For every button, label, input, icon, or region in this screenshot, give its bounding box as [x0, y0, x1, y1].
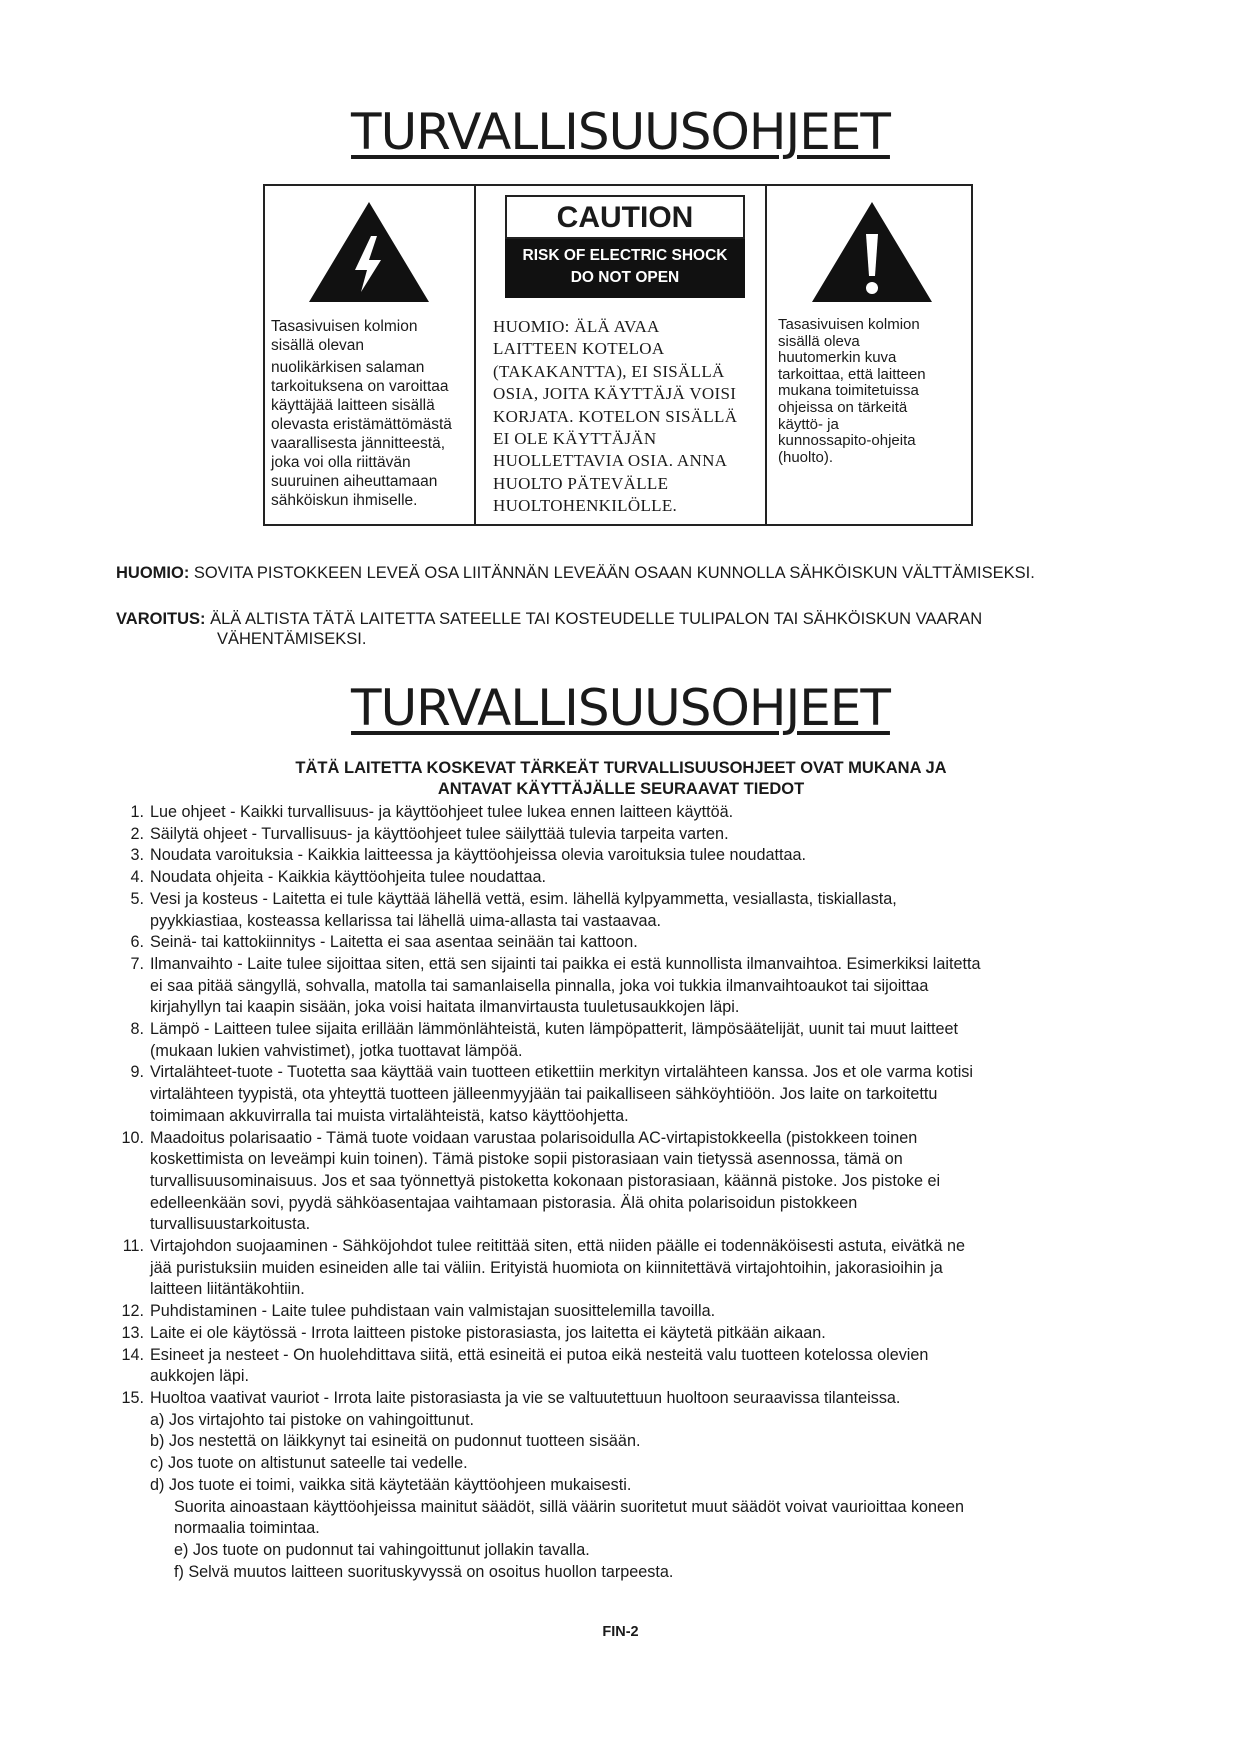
- caution-subtitle: [505, 239, 745, 298]
- lightning-explanation: [271, 317, 471, 510]
- list-item: [116, 1236, 1126, 1301]
- item-number: 8.: [130, 1020, 144, 1039]
- column-divider: [474, 186, 476, 524]
- text-line: käyttö- ja: [778, 415, 839, 433]
- item-line: toimimaan akkuvirralla tai muista virtalähteistä, katso käyttöohjetta.: [150, 1106, 629, 1125]
- item-line: Maadoitus polarisaatio - Tämä tuote voidaan varustaa polarisoidulla AC-virtapistokkeella (pistokkeen toinen: [150, 1128, 918, 1147]
- text-line: olevasta eristämättömästä: [271, 416, 452, 433]
- text-line: joka voi olla riittävän: [271, 454, 411, 471]
- item-line: Virtajohdon suojaaminen - Sähköjohdot tulee reitittää siten, että niiden päälle ei todennäköisesti astuta, eivätkä ne: [150, 1237, 966, 1256]
- text-line: (TAKAKANTTA), EI SISÄLLÄ: [493, 361, 725, 381]
- item-number: 12.: [121, 1302, 144, 1321]
- text-line: EI OLE KÄYTTÄJÄN: [493, 429, 657, 449]
- page-title-text: TURVALLISUUSOHJEET: [351, 103, 890, 161]
- text-line: KORJATA. KOTELON SISÄLLÄ: [493, 406, 738, 426]
- text-line: ohjeissa on tärkeitä: [778, 398, 908, 416]
- list-item: [116, 1388, 1126, 1410]
- text-line: tarkoituksena on varoittaa: [271, 378, 449, 395]
- varoitus-notice: [116, 609, 1176, 649]
- item-number: 4.: [130, 868, 144, 887]
- text-line: sisällä oleva: [778, 332, 860, 350]
- varoitus-label: VAROITUS:: [116, 610, 206, 628]
- item-line: laitteen liitäntäkohtiin.: [150, 1280, 305, 1299]
- page-number: FIN-2: [602, 1624, 639, 1640]
- text-line: HUOMIO: ÄLÄ AVAA: [493, 317, 660, 336]
- item-line: Noudata ohjeita - Kaikkia käyttöohjeita tulee noudattaa.: [150, 868, 546, 887]
- item-number: 11.: [122, 1237, 144, 1256]
- item-number: 2.: [130, 824, 144, 843]
- item-line: Ilmanvaihto - Laite tulee sijoittaa siten, että sen sijainti tai paikka ei estä kunnollista ilmanvaihtoa. Esimerkiksi laitetta: [150, 954, 981, 973]
- item-number: 15.: [121, 1388, 144, 1407]
- item-line: aukkojen läpi.: [150, 1367, 249, 1386]
- list-item: [116, 802, 1126, 824]
- item-line: virtalähteen tyypistä, ota yhteyttä tuotteen jälleenmyyjään tai paikalliseen sähköyhtiöön. Jos laite on tarkoitettu: [150, 1085, 938, 1104]
- subheading-line: TÄTÄ LAITETTA KOSKEVAT TÄRKEÄT TURVALLISUUSOHJEET OVAT MUKANA JA: [295, 759, 947, 777]
- text-line: (huolto).: [778, 448, 834, 466]
- list-item: [116, 845, 1126, 867]
- safety-instructions-list: [116, 802, 1126, 1583]
- item-number: 3.: [130, 846, 144, 865]
- list-item: [116, 1019, 1126, 1062]
- sub-item: b) Jos nestettä on läikkynyt tai esineitä on pudonnut tuotteen sisään.: [150, 1432, 641, 1451]
- caution-instructions: [493, 316, 763, 518]
- section-title: [0, 679, 1241, 737]
- huomio-notice: [116, 563, 1176, 583]
- caution-heading: CAUTION: [505, 195, 745, 239]
- sub-item: d) Jos tuote ei toimi, vaikka sitä käytetään käyttöohjeen mukaisesti.: [150, 1475, 632, 1494]
- caution-box: [263, 184, 973, 526]
- huomio-text: SOVITA PISTOKKEEN LEVEÄ OSA LIITÄNNÄN LEVEÄÄN OSAAN KUNNOLLA SÄHKÖISKUN VÄLTTÄMISEKSI.: [193, 564, 1035, 582]
- item-line: kirjahyllyn tai kaapin sisään, joka voisi haitata ilmanvirtausta tuuletusaukkojen läpi.: [150, 998, 740, 1017]
- sub-item-note: normaalia toimintaa.: [174, 1519, 320, 1538]
- list-item: [116, 1301, 1126, 1323]
- item-line: Esineet ja nesteet - On huolehdittava siitä, että esineitä ei putoa eikä nesteitä valu tuotteen kotelossa olevien: [150, 1345, 929, 1364]
- text-line: suuruinen aiheuttamaan: [271, 473, 438, 490]
- sub-item: a) Jos virtajohto tai pistoke on vahingoittunut.: [150, 1410, 474, 1429]
- sub-item-note: Suorita ainoastaan käyttöohjeissa mainitut säädöt, sillä väärin suoritetut muut säädöt voivat vaurioittaa koneen: [174, 1497, 965, 1516]
- item-line: Lämpö - Laitteen tulee sijaita erillään lämmönlähteistä, kuten lämpöpatterit, lämpösäätelijät, uunit tai muut laitteet: [150, 1020, 959, 1039]
- item-number: 5.: [130, 889, 144, 908]
- text-line: mukana toimitetuissa: [778, 382, 919, 400]
- item-line: Seinä- tai kattokiinnitys - Laitetta ei saa asentaa seinään tai kattoon.: [150, 933, 638, 952]
- sub-item: f) Selvä muutos laitteen suorituskyvyssä on osoitus huollon tarpeesta.: [174, 1562, 674, 1581]
- item-number: 9.: [130, 1063, 144, 1082]
- exclamation-explanation: [778, 317, 968, 466]
- item-line: pyykkiastiaa, kosteassa kellarissa tai lähellä uima-allasta tai vastaavaa.: [150, 911, 662, 930]
- list-item: [116, 867, 1126, 889]
- list-item: [116, 1345, 1126, 1388]
- item-line: Virtalähteet-tuote - Tuotetta saa käyttää vain tuotteen etikettiin merkityn virtalähteen kanssa. Jos et ole varma kotisi: [150, 1063, 973, 1082]
- list-item: [116, 954, 1126, 1019]
- electric-shock-warning-icon: [307, 200, 431, 304]
- item-line: turvallisuustarkoitusta.: [150, 1215, 311, 1234]
- text-line: Tasasivuisen kolmion: [778, 316, 920, 333]
- item-line: turvallisuusominaisuus. Jos et saa työnnettyä pistoketta kokonaan pistorasiaan, käännä pistoke. Jos pistoke ei: [150, 1171, 941, 1190]
- list-item: [116, 932, 1126, 954]
- item-line: (mukaan lukien vahvistimet), jotka tuottavat lämpöä.: [150, 1041, 523, 1060]
- text-line: HUOLTO PÄTEVÄLLE: [493, 473, 669, 493]
- list-item: [116, 889, 1126, 932]
- section-subheading: [116, 758, 1126, 800]
- item-line: Lue ohjeet - Kaikki turvallisuus- ja käyttöohjeet tulee lukea ennen laitteen käyttöä.: [150, 803, 734, 821]
- section-title-text: TURVALLISUUSOHJEET: [351, 679, 890, 737]
- item-line: Vesi ja kosteus - Laitetta ei tule käyttää lähellä vettä, esim. lähellä kylpyammetta, vesiallasta, tiskiallasta,: [150, 889, 897, 908]
- item-line: jää puristuksiin muiden esineiden alle tai väliin. Erityistä huomiota on kiinnitettävä virtajohtoihin, jakorasioihin ja: [150, 1258, 943, 1277]
- text-line: tarkoittaa, että laitteen: [778, 365, 926, 383]
- text-line: sisällä olevan: [271, 337, 365, 354]
- varoitus-text-cont: VÄHENTÄMISEKSI.: [217, 630, 367, 648]
- caution-label: [505, 195, 745, 298]
- item-line: ei saa pitää sängyllä, sohvalla, matolla tai samanlaisella pinnalla, joka voi tukkia ilmanvaihtoaukot tai sijoittaa: [150, 976, 929, 995]
- item-line: Laite ei ole käytössä - Irrota laitteen pistoke pistorasiasta, jos laitetta ei käytetä pitkään aikaan.: [150, 1323, 826, 1342]
- text-line: vaarallisesta jännitteestä,: [271, 435, 446, 452]
- item-number: 1.: [130, 803, 144, 821]
- item-line: Puhdistaminen - Laite tulee puhdistaan vain valmistajan suosittelemilla tavoilla.: [150, 1302, 716, 1321]
- item-line: edelleenkään sovi, pyydä sähköasentajaa vaihtamaan pistorasia. Älä ohita polarisoidun pistokkeen: [150, 1193, 858, 1212]
- list-item: [116, 824, 1126, 846]
- exclamation-warning-icon: [810, 200, 934, 304]
- text-line: LAITTEEN KOTELOA: [493, 339, 665, 359]
- text-line: Tasasivuisen kolmion: [271, 318, 418, 335]
- item-number: 6.: [130, 933, 144, 952]
- text-line: HUOLTOHENKILÖLLE.: [493, 496, 678, 516]
- subheading-line: ANTAVAT KÄYTTÄJÄLLE SEURAAVAT TIEDOT: [437, 780, 805, 798]
- item-number: 14.: [121, 1345, 144, 1364]
- item-line: Huoltoa vaativat vauriot - Irrota laite pistorasiasta ja vie se valtuutettuun huoltoon seuraavissa tilanteissa.: [150, 1388, 901, 1407]
- item-line: Noudata varoituksia - Kaikkia laitteessa ja käyttöohjeissa olevia varoituksia tulee noudattaa.: [150, 846, 806, 865]
- sub-item: e) Jos tuote on pudonnut tai vahingoittunut jollakin tavalla.: [174, 1540, 590, 1559]
- text-line: kunnossapito-ohjeita: [778, 432, 916, 450]
- item-number: 10.: [121, 1128, 144, 1147]
- caution-subtitle-line: RISK OF ELECTRIC SHOCK: [522, 247, 728, 264]
- list-item: [116, 1323, 1126, 1345]
- list-item: [116, 1128, 1126, 1237]
- text-line: OSIA, JOITA KÄYTTÄJÄ VOISI: [493, 384, 737, 404]
- page-title: [0, 103, 1241, 161]
- huomio-label: HUOMIO:: [116, 564, 190, 582]
- text-line: käyttäjää laitteen sisällä: [271, 397, 435, 414]
- list-item: [116, 1062, 1126, 1127]
- caution-subtitle-line: DO NOT OPEN: [570, 269, 680, 286]
- text-line: huutomerkin kuva: [778, 349, 897, 367]
- text-line: nuolikärkisen salaman: [271, 359, 425, 376]
- item-line: Säilytä ohjeet - Turvallisuus- ja käyttöohjeet tulee säilyttää tulevia tarpeita varten.: [150, 824, 729, 843]
- text-line: HUOLLETTAVIA OSIA. ANNA: [493, 451, 728, 471]
- item-number: 7.: [130, 954, 144, 973]
- column-divider: [765, 186, 767, 524]
- varoitus-text: ÄLÄ ALTISTA TÄTÄ LAITETTA SATEELLE TAI KOSTEUDELLE TULIPALON TAI SÄHKÖISKUN VAARAN: [210, 610, 983, 628]
- sub-item: c) Jos tuote on altistunut sateelle tai vedelle.: [150, 1454, 468, 1473]
- item-line: koskettimista on leveämpi kuin toinen). Tämä pistoke sopii pistorasiaan vain tietyssä asennossa, tämä on: [150, 1150, 903, 1169]
- text-line: sähköiskun ihmiselle.: [271, 492, 418, 509]
- item-number: 13.: [121, 1323, 144, 1342]
